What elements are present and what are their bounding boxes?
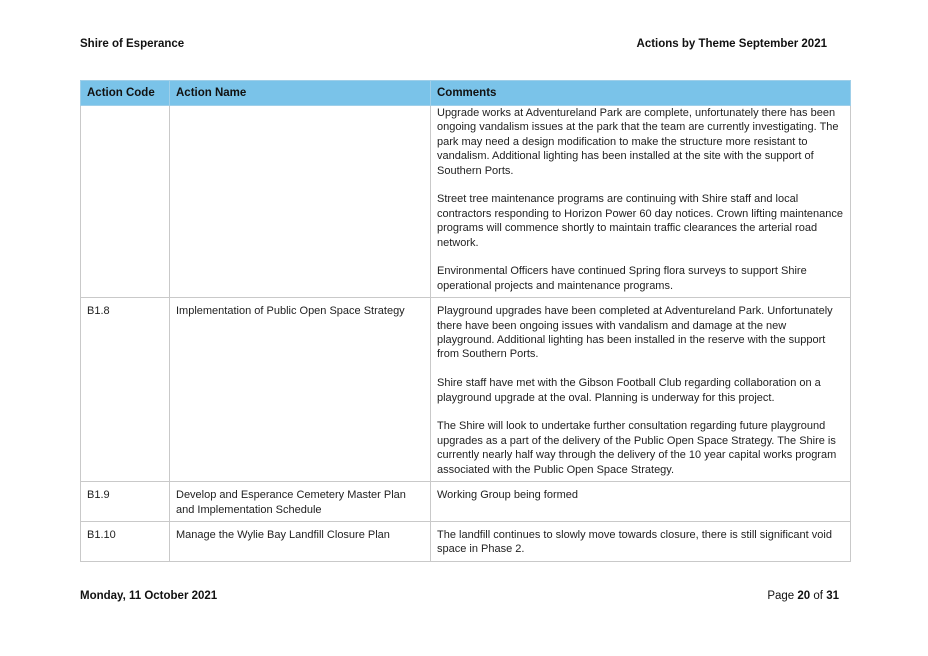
comment-paragraph: Environmental Officers have continued Spring flora surveys to support Shire operational projects and maintenance programs. [437,265,807,292]
footer-date: Monday, 11 October 2021 [80,590,218,602]
column-header-action-code: Action Code [81,81,170,106]
page-total: 31 [826,590,839,602]
header-report-title: Actions by Theme September 2021 [636,38,827,50]
action-code-cell: B1.9 [81,482,170,522]
comments-cell [431,521,851,561]
table-row [81,298,851,482]
action-code-cell: B1.8 [81,298,170,482]
comment-paragraph: Playground upgrades have been completed at Adventureland Park. Unfortunately there have been ongoing issues with vandalism and damage at the new playground. Additional lighting has been installed in the reserve with the support from Southern Ports. [437,305,833,361]
table-row [81,106,851,298]
comment-paragraph: Shire staff have met with the Gibson Football Club regarding collaboration on a playground upgrade at the oval. Planning is underway for this project. [437,377,821,404]
comment-paragraph: Upgrade works at Adventureland Park are complete, unfortunately there has been ongoing vandalism issues at the park that the team are currently investigating. The park may need a design modification to make the structure more resistant to vandalism. Additional lighting has been installed at the site with the support of Southern Ports. [437,107,839,177]
page-current: 20 [797,590,811,602]
comment-paragraph: The Shire will look to undertake further consultation regarding future playground upgrades as a part of the delivery of the Public Open Space Strategy. The Shire is currently nearly half way through the delivery of the 10 year capital works program associated with the Public Open Space Strategy. [437,420,837,476]
comments-cell [431,482,851,522]
header-organisation: Shire of Esperance [80,38,185,50]
action-name-cell: Develop and Esperance Cemetery Master Plan and Implementation Schedule [170,482,431,522]
comments-cell [431,106,851,298]
action-name-cell: Manage the Wylie Bay Landfill Closure Plan [170,521,431,561]
footer-page-number [767,590,839,602]
column-header-action-name: Action Name [170,81,431,106]
comment-paragraph: Street tree maintenance programs are continuing with Shire staff and local contractors responding to Horizon Power 60 day notices. Crown lifting maintenance programs will commence shortly to maintain traffic clearances the arterial road network. [437,193,843,249]
column-header-comments: Comments [431,81,851,106]
action-name-cell [170,106,431,298]
table-row [81,521,851,561]
action-name-cell: Implementation of Public Open Space Strategy [170,298,431,482]
table-header-row [81,81,851,106]
page-label: Page [767,590,795,602]
action-code-cell: B1.10 [81,521,170,561]
page-of-label: of [813,590,823,602]
comment-paragraph: Working Group being formed [437,489,579,502]
comments-cell [431,298,851,482]
action-code-cell [81,106,170,298]
table-row [81,482,851,522]
actions-table [80,80,851,562]
comment-paragraph: The landfill continues to slowly move towards closure, there is still significant void space in Phase 2. [437,528,832,556]
